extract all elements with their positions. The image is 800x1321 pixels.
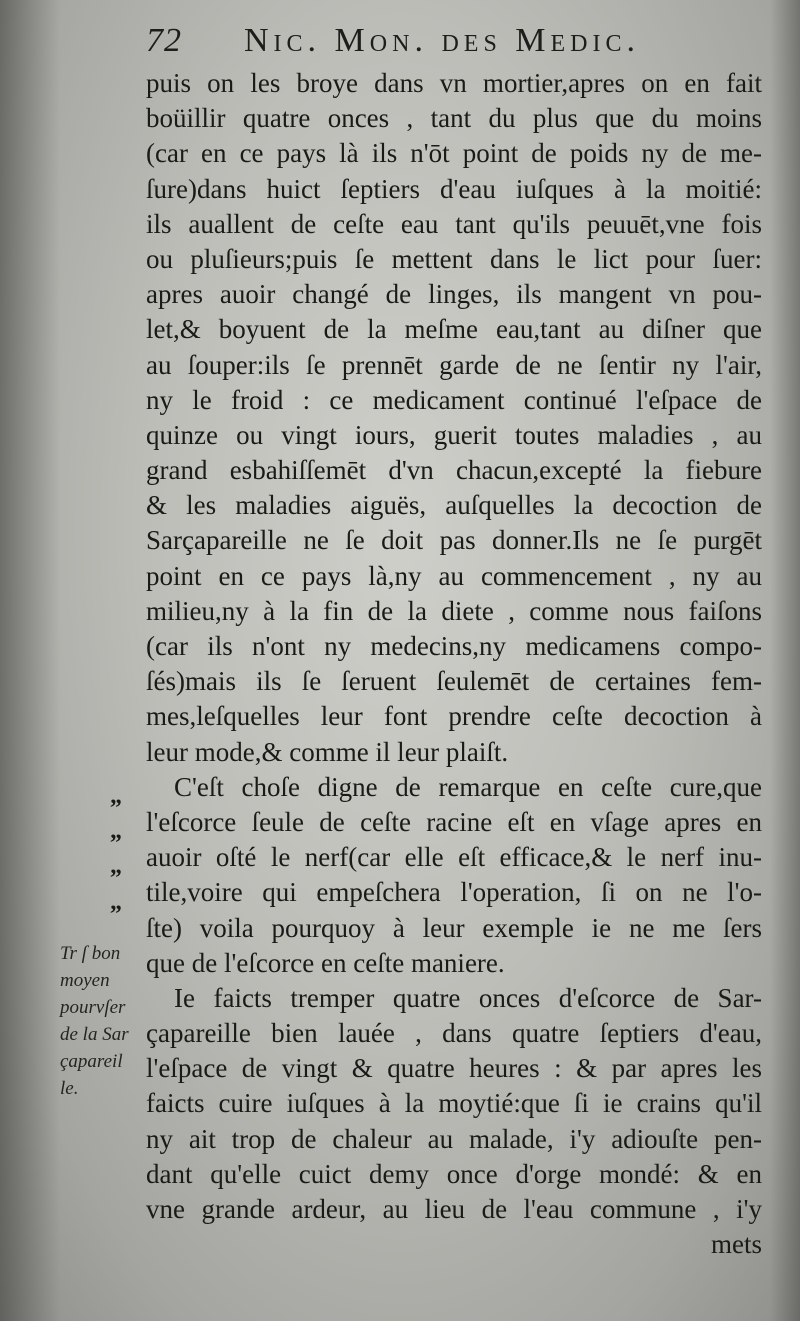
- text-line: ſés)mais ils ſe ſeruent ſeulemēt de certaines fem-: [146, 666, 762, 697]
- margin-note-line: de la Sar: [60, 1024, 129, 1045]
- text-line: milieu,ny à la fin de la diete , comme nous faiſons: [146, 595, 762, 626]
- text-line: que de l'eſcorce en ceſte maniere.: [146, 947, 505, 978]
- quote-mark: „: [110, 888, 122, 915]
- text-line: mes,leſquelles leur font prendre ceſte decoction à: [146, 701, 762, 732]
- text-line: ils auallent de ceſte eau tant qu'ils peuuēt,vne fois: [146, 208, 762, 239]
- text-line: Sarçapareille ne ſe doit pas donner.Ils ne ſe purgēt: [146, 525, 762, 556]
- text-line: ny le froid : ce medicament continué l'eſpace de: [146, 384, 762, 415]
- text-line: au ſouper:ils ſe prennēt garde de ne ſentir ny l'air,: [146, 349, 762, 380]
- text-line: quinze ou vingt iours, guerit toutes maladies , au: [146, 419, 762, 450]
- text-line: tile,voire qui empeſchera l'operation, ſi on ne l'o-: [146, 877, 762, 908]
- margin-note-line: çapareil: [60, 1051, 123, 1072]
- text-line: l'eſcorce ſeule de ceſte racine eſt en vſage apres en: [146, 806, 762, 837]
- page-number: 72: [146, 22, 182, 59]
- margin-note: [60, 940, 144, 1102]
- text-line: dant qu'elle cuict demy once d'orge mondé: & en: [146, 1158, 762, 1189]
- text-line: (car ils n'ont ny medecins,ny medicamens compo-: [146, 631, 762, 661]
- text-line: l'eſpace de vingt & quatre heures : & par apres les: [146, 1053, 762, 1084]
- margin-note-line: pourvſer: [60, 997, 126, 1018]
- text-line: grand esbahiſſemēt d'vn chacun,excepté la fiebure: [146, 455, 762, 486]
- text-line: Ie faicts tremper quatre onces d'eſcorce de Sar-: [174, 982, 762, 1013]
- text-line: puis on les broye dans vn mortier,apres on en fait: [146, 68, 762, 98]
- text-line: boüillir quatre onces , tant du plus que du moins: [146, 103, 762, 134]
- text-line: point en ce pays là,ny au commencement , ny au: [146, 560, 762, 591]
- page-header: [146, 22, 766, 66]
- text-line: leur mode,& comme il leur plaiſt.: [146, 736, 509, 767]
- text-line: let,& boyuent de la meſme eau,tant au diſner que: [146, 314, 762, 345]
- running-head: Nic. Mon. des Medic.: [244, 22, 641, 59]
- text-line: & les maladies aiguës, auſquelles la decoction de: [146, 490, 762, 521]
- quote-mark: „: [110, 853, 122, 880]
- quote-mark: „: [110, 783, 122, 809]
- text-line: vne grande ardeur, au lieu de l'eau commune , i'y: [146, 1194, 762, 1224]
- text-line: ou pluſieurs;puis ſe mettent dans le lict pour ſuer:: [146, 243, 762, 274]
- text-line: çapareille bien lauée , dans quatre ſeptiers d'eau,: [146, 1018, 762, 1049]
- quote-mark: „: [110, 818, 122, 845]
- text-line: ny ait trop de chaleur au malade, i'y adiouſte pen-: [146, 1123, 762, 1154]
- text-line: C'eſt choſe digne de remarque en ceſte cure,que: [174, 771, 762, 802]
- text-line: ſte) voila pourquoy à leur exemple ie ne me ſers: [146, 912, 762, 943]
- margin-note-line: moyen: [60, 970, 110, 991]
- margin-note-line: Tr ſ bon: [60, 943, 121, 964]
- margin-note-line: le.: [60, 1078, 79, 1099]
- text-line: ſure)dans huict ſeptiers d'eau iuſques à la moitié:: [146, 173, 762, 204]
- body-text: [146, 66, 762, 1262]
- quotation-marks: [110, 779, 134, 920]
- text-line: (car en ce pays là ils n'ōt point de poids ny de me-: [146, 138, 762, 169]
- text-line: auoir oſté le nerf(car elle eſt efficace,& le nerf inu-: [146, 842, 762, 873]
- text-line: faicts cuire iuſques à la moytié:que ſi ie crains qu'il: [146, 1088, 762, 1119]
- text-line: apres auoir changé de linges, ils mangent vn pou-: [146, 279, 762, 310]
- catchword: mets: [711, 1229, 762, 1260]
